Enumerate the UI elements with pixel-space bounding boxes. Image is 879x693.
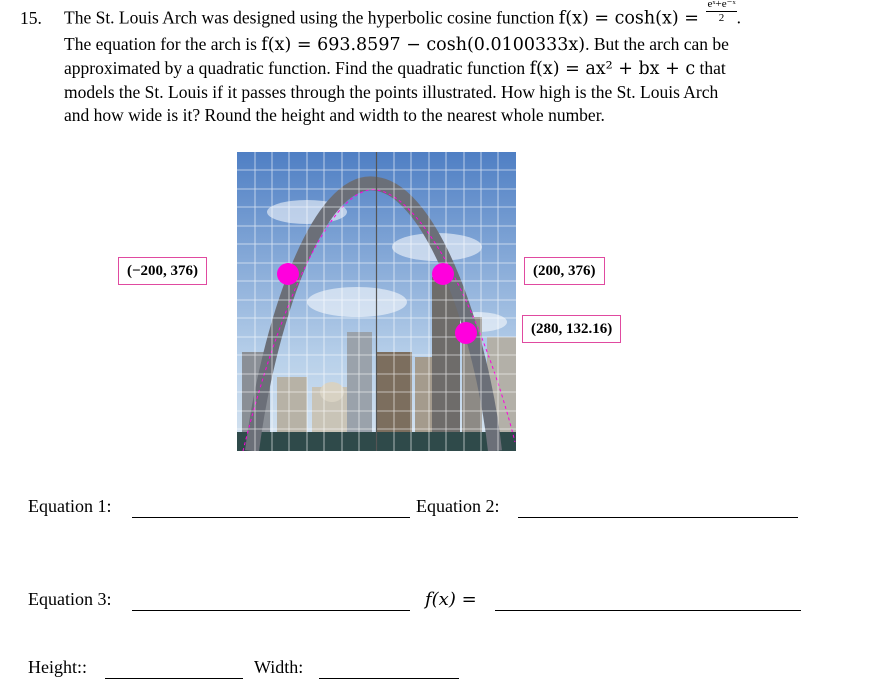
fraction-denominator: 2 <box>718 12 725 24</box>
problem-number: 15. <box>20 7 42 28</box>
point-label-1: (−200, 376) <box>118 257 207 285</box>
period: . <box>736 7 741 28</box>
problem-text-2a: The equation for the arch is <box>64 34 262 54</box>
cosh-definition: f(x) = cosh(x) = <box>558 8 705 29</box>
equation-1-blank[interactable] <box>132 516 410 518</box>
point-marker-2 <box>432 263 454 285</box>
equation-2-blank[interactable] <box>518 516 798 518</box>
point-marker-3 <box>455 322 477 344</box>
point-label-3: (280, 132.16) <box>522 315 621 343</box>
problem-text <box>20 0 850 127</box>
problem-text-3: approximated by a quadratic function. Find the quadratic function <box>64 58 530 78</box>
width-blank[interactable] <box>319 677 459 679</box>
point-marker-1 <box>277 263 299 285</box>
arch-equation: f(x) = 693.8597 − cosh(0.0100333x) <box>261 35 586 55</box>
problem-line-3 <box>20 57 850 81</box>
height-label: Height:: <box>28 657 87 677</box>
problem-text-2b: . But the arch can be <box>585 34 729 54</box>
fraction <box>706 0 736 25</box>
problem-line-4: models the St. Louis if it passes through the points illustrated. How high is the St. Louis Arch <box>64 82 719 102</box>
problem-text-1: The St. Louis Arch was designed using the hyperbolic cosine function <box>64 7 559 28</box>
equation-2-label: Equation 2: <box>416 496 500 516</box>
width-label: Width: <box>254 657 304 677</box>
problem-line-1 <box>20 0 850 33</box>
fx-blank[interactable] <box>495 609 801 611</box>
problem-line-5: and how wide is it? Round the height and width to the nearest whole number. <box>64 105 605 125</box>
fraction-numerator: eˣ+e⁻ˣ <box>707 0 736 10</box>
arch-figure <box>237 152 516 451</box>
height-blank[interactable] <box>105 677 243 679</box>
fx-label: f(x) = <box>425 589 477 610</box>
problem-line-2 <box>20 33 850 57</box>
equation-3-label: Equation 3: <box>28 589 112 609</box>
equation-3-blank[interactable] <box>132 609 410 611</box>
equation-1-label: Equation 1: <box>28 496 112 516</box>
point-label-2: (200, 376) <box>524 257 605 285</box>
quadratic-form: f(x) = ax² + bx + c <box>529 59 696 79</box>
problem-text-3b: that <box>695 58 726 78</box>
